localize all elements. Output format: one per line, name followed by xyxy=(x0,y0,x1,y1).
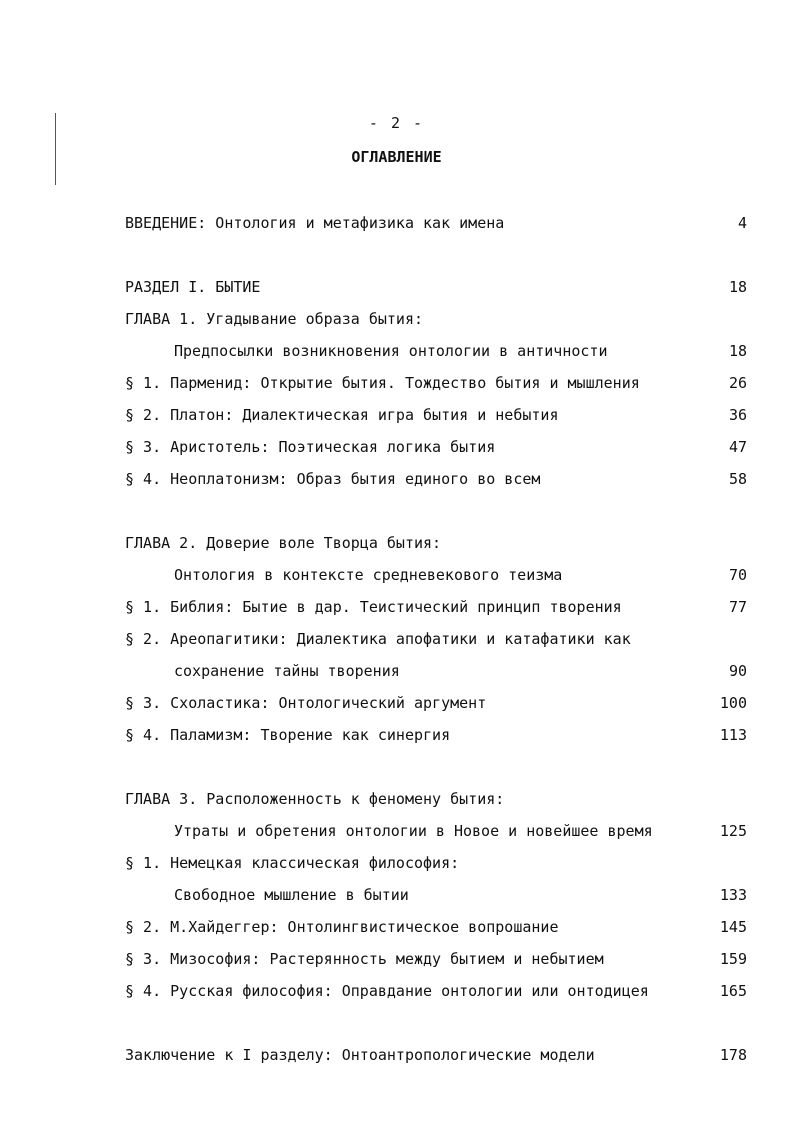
toc-entry-page: 125 xyxy=(719,822,747,840)
toc-entry-text: Предпосылки возникновения онтологии в античности xyxy=(174,342,608,360)
toc-entry-ch3-par1 xyxy=(125,851,747,875)
toc-entry-page: 18 xyxy=(728,342,747,360)
toc-entry-page: 70 xyxy=(728,566,747,584)
toc-entry-ch3-par3 xyxy=(125,947,747,971)
toc-entry-ch3-par4 xyxy=(125,979,747,1003)
toc-entry-page: 77 xyxy=(728,598,747,616)
toc-entry-ch2-par1 xyxy=(125,595,747,619)
toc-entry-text: § 2. М.Хайдеггер: Онтолингвистическое вопрошание xyxy=(125,918,559,936)
toc-entry-text: § 2. Ареопагитики: Диалектика апофатики и катафатики как xyxy=(125,630,631,648)
toc-entry-ch2-par4 xyxy=(125,723,747,747)
toc-entry-ch2-par2 xyxy=(125,627,747,651)
toc-entry-text: ВВЕДЕНИЕ: Онтология и метафизика как имена xyxy=(125,214,505,232)
toc-entry-text: § 3. Мизософия: Растерянность между бытием и небытием xyxy=(125,950,604,968)
toc-entry-page: 159 xyxy=(719,950,747,968)
toc-entry-chapter-1 xyxy=(125,307,747,331)
toc-entry-text: § 2. Платон: Диалектическая игра бытия и небытия xyxy=(125,406,559,424)
toc-entry-conclusion xyxy=(125,1043,747,1067)
toc-entry-page: 90 xyxy=(728,662,747,680)
toc-entry-page: 47 xyxy=(728,438,747,456)
toc-entry-page: 145 xyxy=(719,918,747,936)
page-title: ОГЛАВЛЕНИЕ xyxy=(351,148,442,166)
toc-entry-text: сохранение тайны творения xyxy=(174,662,400,680)
toc-entry-chapter-3-subtitle xyxy=(174,819,747,843)
toc-entry-chapter-3 xyxy=(125,787,747,811)
toc-entry-ch1-par1 xyxy=(125,371,747,395)
toc-entry-text: ГЛАВА 3. Расположенность к феномену бытия: xyxy=(125,790,505,808)
toc-entry-ch3-par1-cont xyxy=(174,883,747,907)
toc-entry-page: 133 xyxy=(719,886,747,904)
toc-entry-text: § 4. Неоплатонизм: Образ бытия единого во всем xyxy=(125,470,541,488)
toc-entry-text: Онтология в контексте средневекового теизма xyxy=(174,566,563,584)
toc-entry-ch2-par3 xyxy=(125,691,747,715)
page-number: - 2 - xyxy=(368,114,425,132)
toc-entry-text: Заключение к I разделу: Онтоантропологические модели xyxy=(125,1046,595,1064)
toc-entry-text: Утраты и обретения онтологии в Новое и новейшее время xyxy=(174,822,653,840)
toc-entry-page: 58 xyxy=(728,470,747,488)
toc-entry-introduction xyxy=(125,211,747,235)
toc-entry-page: 36 xyxy=(728,406,747,424)
toc-entry-text: § 1. Парменид: Открытие бытия. Тождество бытия и мышления xyxy=(125,374,640,392)
toc-entry-page: 178 xyxy=(719,1046,747,1064)
toc-entry-text: § 4. Паламизм: Творение как синергия xyxy=(125,726,451,744)
toc-entry-page: 4 xyxy=(737,214,747,232)
toc-entry-text: § 1. Библия: Бытие в дар. Теистический принцип творения xyxy=(125,598,622,616)
toc-entry-text: Свободное мышление в бытии xyxy=(174,886,409,904)
toc-entry-ch3-par2 xyxy=(125,915,747,939)
toc-entry-ch1-par3 xyxy=(125,435,747,459)
toc-entry-chapter-1-subtitle xyxy=(174,339,747,363)
toc-entry-text: ГЛАВА 1. Угадывание образа бытия: xyxy=(125,310,424,328)
toc-entry-chapter-2 xyxy=(125,531,747,555)
toc-entry-text: § 3. Схоластика: Онтологический аргумент xyxy=(125,694,487,712)
toc-entry-page: 18 xyxy=(728,278,747,296)
toc-entry-page: 100 xyxy=(719,694,747,712)
toc-entry-ch1-par4 xyxy=(125,467,747,491)
toc-entry-page: 165 xyxy=(719,982,747,1000)
toc-entry-section-1 xyxy=(125,275,747,299)
toc-entry-chapter-2-subtitle xyxy=(174,563,747,587)
toc-entry-text: ГЛАВА 2. Доверие воле Творца бытия: xyxy=(125,534,442,552)
toc-entry-page: 113 xyxy=(719,726,747,744)
toc-entry-ch1-par2 xyxy=(125,403,747,427)
toc-entry-text: § 3. Аристотель: Поэтическая логика бытия xyxy=(125,438,496,456)
toc-entry-text: § 4. Русская философия: Оправдание онтологии или онтодицея xyxy=(125,982,649,1000)
toc-entry-ch2-par2-cont xyxy=(174,659,747,683)
toc-entry-text: РАЗДЕЛ I. БЫТИЕ xyxy=(125,278,261,296)
toc-entry-text: § 1. Немецкая классическая философия: xyxy=(125,854,460,872)
toc-entry-page: 26 xyxy=(728,374,747,392)
